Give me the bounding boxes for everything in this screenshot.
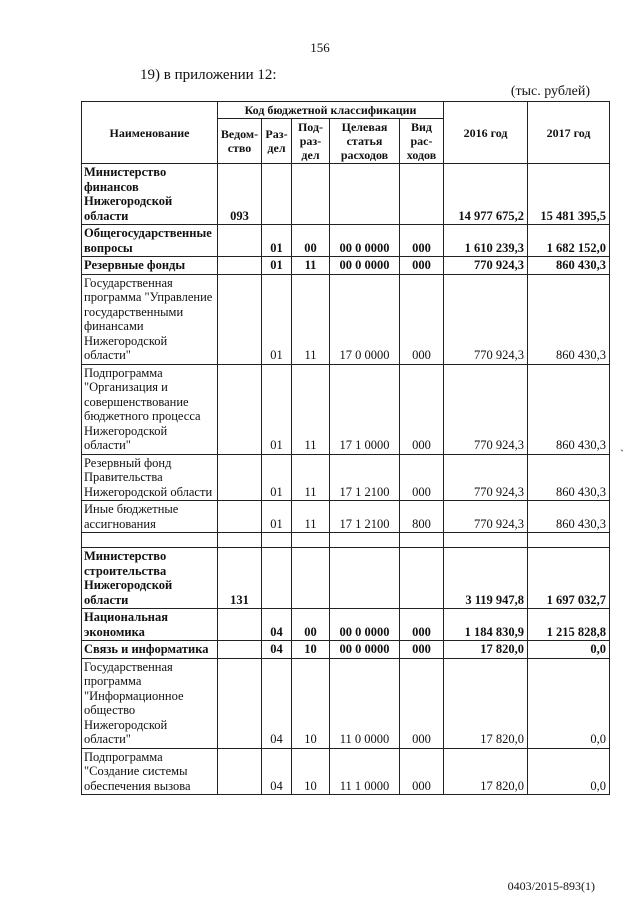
cell-vid: 000 — [400, 748, 444, 795]
cell-2017: 1 697 032,7 — [528, 548, 610, 609]
cell-vedomstvo: 131 — [218, 548, 262, 609]
cell-vedomstvo — [218, 257, 262, 275]
cell-2016: 17 820,0 — [444, 658, 528, 748]
empty-cell — [400, 533, 444, 548]
cell-podrazdel: 11 — [292, 257, 330, 275]
cell-podrazdel: 00 — [292, 225, 330, 257]
table-row — [82, 609, 610, 641]
cell-name: Резервный фонд Правительства Нижегородской области — [82, 454, 218, 501]
cell-2016: 1 610 239,3 — [444, 225, 528, 257]
cell-podrazdel: 11 — [292, 274, 330, 364]
cell-target: 17 1 2100 — [330, 501, 400, 533]
table-row — [82, 548, 610, 609]
cell-2016: 17 820,0 — [444, 641, 528, 659]
table-row — [82, 658, 610, 748]
cell-razdel: 01 — [262, 501, 292, 533]
cell-2017: 860 430,3 — [528, 364, 610, 454]
units-label: (тыс. рублей) — [510, 84, 590, 99]
cell-vid: 000 — [400, 364, 444, 454]
table-row — [82, 748, 610, 795]
cell-podrazdel: 10 — [292, 641, 330, 659]
footer-code: 0403/2015-893(1) — [507, 879, 595, 893]
cell-name: Министерство финансов Нижегородской области — [82, 164, 218, 225]
header-name: Наименование — [82, 102, 218, 164]
cell-podrazdel — [292, 164, 330, 225]
table-row — [82, 364, 610, 454]
cell-vedomstvo — [218, 609, 262, 641]
cell-vid: 000 — [400, 641, 444, 659]
cell-vid — [400, 548, 444, 609]
empty-cell — [262, 533, 292, 548]
cell-target: 00 0 0000 — [330, 257, 400, 275]
intro-text: 19) в приложении 12: — [140, 67, 277, 83]
cell-razdel: 01 — [262, 257, 292, 275]
header-razdel: Раз-дел — [262, 119, 292, 164]
cell-razdel: 01 — [262, 364, 292, 454]
empty-cell — [218, 533, 262, 548]
cell-vid: 000 — [400, 658, 444, 748]
cell-2016: 770 924,3 — [444, 364, 528, 454]
cell-razdel: 01 — [262, 274, 292, 364]
cell-razdel: 01 — [262, 225, 292, 257]
cell-vedomstvo — [218, 274, 262, 364]
cell-target: 17 0 0000 — [330, 274, 400, 364]
table-row — [82, 164, 610, 225]
empty-cell — [330, 533, 400, 548]
cell-podrazdel — [292, 548, 330, 609]
cell-target: 00 0 0000 — [330, 641, 400, 659]
cell-vedomstvo — [218, 748, 262, 795]
cell-2017: 860 430,3 — [528, 274, 610, 364]
cell-name: Подпрограмма "Организация и совершенствование бюджетного процесса Нижегородской области" — [82, 364, 218, 454]
cell-name: Государственная программа "Информационное общество Нижегородской области" — [82, 658, 218, 748]
cell-vedomstvo — [218, 501, 262, 533]
budget-table — [81, 101, 610, 795]
table-body — [82, 164, 610, 795]
cell-razdel — [262, 548, 292, 609]
empty-cell — [82, 533, 218, 548]
cell-name: Связь и информатика — [82, 641, 218, 659]
cell-vid: 000 — [400, 225, 444, 257]
cell-razdel: 04 — [262, 748, 292, 795]
table-row — [82, 454, 610, 501]
cell-podrazdel: 10 — [292, 748, 330, 795]
cell-2017: 860 430,3 — [528, 257, 610, 275]
cell-target: 11 1 0000 — [330, 748, 400, 795]
cell-2017: 0,0 — [528, 748, 610, 795]
cell-2016: 17 820,0 — [444, 748, 528, 795]
cell-2016: 1 184 830,9 — [444, 609, 528, 641]
cell-vedomstvo: 093 — [218, 164, 262, 225]
cell-target: 00 0 0000 — [330, 225, 400, 257]
header-budget-code: Код бюджетной классификации — [218, 102, 444, 119]
cell-razdel: 04 — [262, 609, 292, 641]
cell-razdel: 04 — [262, 658, 292, 748]
header-target: Целевая статья расходов — [330, 119, 400, 164]
cell-vedomstvo — [218, 364, 262, 454]
cell-vid: 000 — [400, 609, 444, 641]
table-row — [82, 641, 610, 659]
table-row — [82, 225, 610, 257]
cell-name: Министерство строительства Нижегородской области — [82, 548, 218, 609]
table-row — [82, 501, 610, 533]
empty-cell — [292, 533, 330, 548]
table-header — [82, 102, 610, 164]
header-2017: 2017 год — [528, 102, 610, 164]
cell-target: 00 0 0000 — [330, 609, 400, 641]
cell-target: 11 0 0000 — [330, 658, 400, 748]
header-2016: 2016 год — [444, 102, 528, 164]
cell-target: 17 1 2100 — [330, 454, 400, 501]
cell-vid: 800 — [400, 501, 444, 533]
empty-cell — [444, 533, 528, 548]
cell-vedomstvo — [218, 658, 262, 748]
cell-vid: 000 — [400, 274, 444, 364]
cell-name: Государственная программа "Управление государственными финансами Нижегородской области" — [82, 274, 218, 364]
cell-podrazdel: 11 — [292, 501, 330, 533]
cell-vedomstvo — [218, 225, 262, 257]
page-number: 156 — [310, 40, 330, 55]
cell-name: Резервные фонды — [82, 257, 218, 275]
cell-2017: 1 682 152,0 — [528, 225, 610, 257]
cell-2017: 0,0 — [528, 641, 610, 659]
cell-2016: 770 924,3 — [444, 257, 528, 275]
table-row — [82, 274, 610, 364]
header-vid: Вид рас-ходов — [400, 119, 444, 164]
table-row — [82, 257, 610, 275]
cell-podrazdel: 00 — [292, 609, 330, 641]
cell-2016: 3 119 947,8 — [444, 548, 528, 609]
cell-2017: 15 481 395,5 — [528, 164, 610, 225]
cell-razdel: 04 — [262, 641, 292, 659]
cell-name: Подпрограмма "Создание системы обеспечения вызова — [82, 748, 218, 795]
margin-mark: ` — [620, 447, 624, 461]
header-podrazdel: Под-раз-дел — [292, 119, 330, 164]
cell-name: Иные бюджетные ассигнования — [82, 501, 218, 533]
cell-2017: 0,0 — [528, 658, 610, 748]
cell-name: Общегосударственные вопросы — [82, 225, 218, 257]
cell-2016: 770 924,3 — [444, 274, 528, 364]
cell-2017: 860 430,3 — [528, 501, 610, 533]
cell-2017: 1 215 828,8 — [528, 609, 610, 641]
cell-2016: 770 924,3 — [444, 454, 528, 501]
cell-vid: 000 — [400, 454, 444, 501]
cell-razdel: 01 — [262, 454, 292, 501]
header-vedomstvo: Ведом-ство — [218, 119, 262, 164]
empty-cell — [528, 533, 610, 548]
cell-vid — [400, 164, 444, 225]
cell-vedomstvo — [218, 454, 262, 501]
cell-podrazdel: 10 — [292, 658, 330, 748]
cell-podrazdel: 11 — [292, 364, 330, 454]
cell-vedomstvo — [218, 641, 262, 659]
cell-2017: 860 430,3 — [528, 454, 610, 501]
cell-target — [330, 164, 400, 225]
cell-target — [330, 548, 400, 609]
cell-razdel — [262, 164, 292, 225]
spacer-row — [82, 533, 610, 548]
cell-2016: 770 924,3 — [444, 501, 528, 533]
cell-2016: 14 977 675,2 — [444, 164, 528, 225]
cell-podrazdel: 11 — [292, 454, 330, 501]
cell-name: Национальная экономика — [82, 609, 218, 641]
cell-vid: 000 — [400, 257, 444, 275]
cell-target: 17 1 0000 — [330, 364, 400, 454]
